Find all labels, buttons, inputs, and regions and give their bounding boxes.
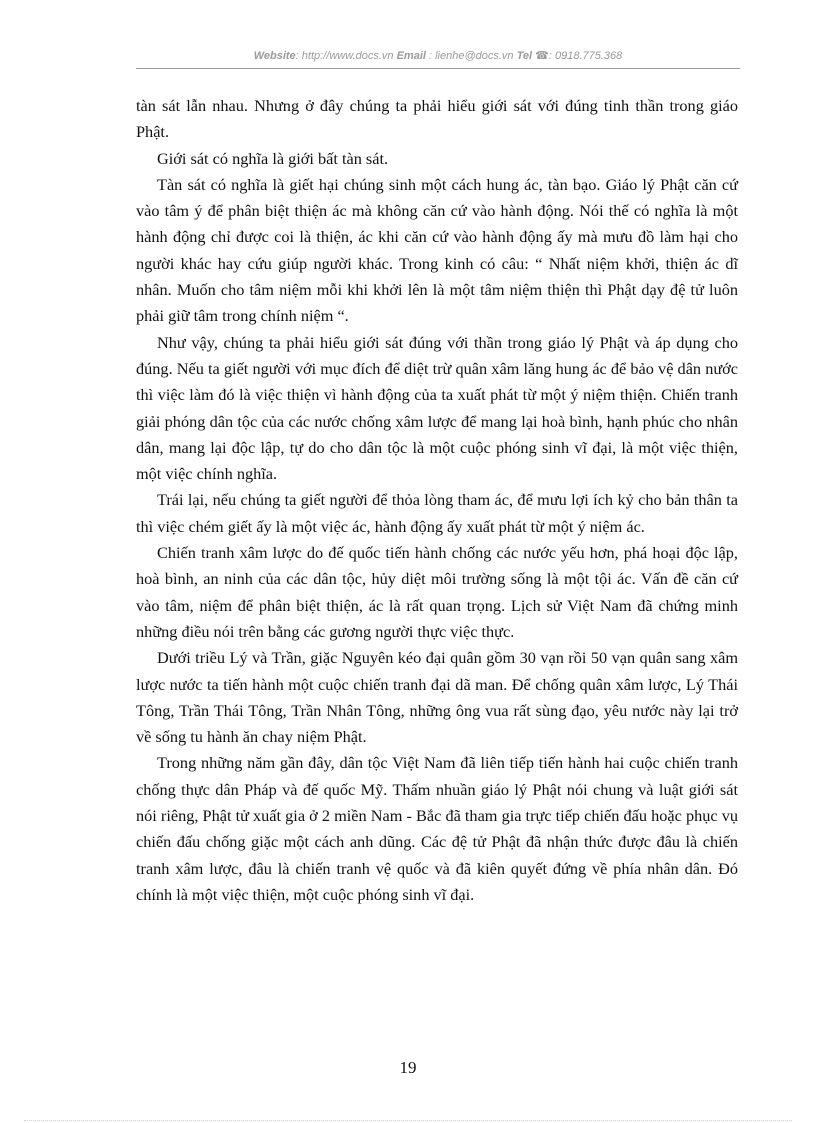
- page-number: 19: [399, 1058, 417, 1077]
- paragraph: Trái lại, nếu chúng ta giết người để thỏa lòng tham ác, để mưu lợi ích kỷ cho bản thân ta thì việc chém giết ấy là một việc ác, hành động ấy xuất phát từ một ý niệm ác.: [136, 490, 738, 536]
- paragraph: Giới sát có nghĩa là giới bất tàn sát.: [157, 148, 389, 168]
- email-label: Email: [396, 50, 426, 62]
- paragraph: Trong những năm gần đây, dân tộc Việt Nam đã liên tiếp tiến hành hai cuộc chiến tranh chống thực dân Pháp và đế quốc Mỹ. Thấm nhuần giáo lý Phật nói chung và luật giới sát nói riêng, Phật tử xuất gia ở 2 miền Nam - Bắc đã tham gia trực tiếp chiến đấu hoặc phục vụ chiến đấu chống giặc một cách anh dũng. Các đệ tử Phật đã nhận thức được đâu là chiến tranh xâm lược, đâu là chiến tranh vệ quốc và đã kiên quyết đứng về phía nhân dân. Đó chính là một việc thiện, một cuộc phóng sinh vĩ đại.: [136, 753, 738, 904]
- paragraph: Như vậy, chúng ta phải hiểu giới sát đúng với thần trong giáo lý Phật và áp dụng cho đúng. Nếu ta giết người với mục đích để diệt trừ quân xâm lăng hung ác để bảo vệ dân nước thì việc làm đó là việc thiện vì hành động của ta xuất phát từ một ý niệm thiện. Chiến tranh giải phóng dân tộc của các nước chống xâm lược để mang lại hoà bình, hạnh phúc cho nhân dân, mang lại độc lập, tự do cho dân tộc là một cuộc phóng sinh vĩ đại, là một việc thiện, một việc chính nghĩa.: [136, 332, 738, 484]
- tel-label: Tel: [516, 50, 533, 62]
- website-label: Website: [253, 50, 296, 62]
- tel-value: : 0918.775.368: [548, 50, 623, 62]
- email-value: : lienhe@docs.vn: [429, 50, 514, 62]
- page-header: [136, 46, 740, 69]
- paragraph: tàn sát lẫn nhau. Nhưng ở đây chúng ta phải hiểu giới sát với đúng tinh thần trong giáo Phật.: [136, 96, 738, 142]
- paragraph: Tàn sát có nghĩa là giết hại chúng sinh một cách hung ác, tàn bạo. Giáo lý Phật căn cứ vào tâm ý để phân biệt thiện ác mà không căn cứ vào hành động. Nói thế có nghĩa là một hành động chỉ được coi là thiện, ác khi căn cứ vào hành động ấy mà mưu đồ làm hại cho người khác hay cứu giúp người khác. Trong kinh có câu: “ Nhất niệm khởi, thiện ác dĩ nhân. Muốn cho tâm niệm mỗi khi khởi lên là một tâm niệm thiện thì Phật dạy đệ tử luôn phải giữ tâm trong chính niệm “.: [136, 174, 738, 326]
- paragraph: Chiến tranh xâm lược do đế quốc tiến hành chống các nước yếu hơn, phá hoại độc lập, hoà bình, an ninh của các dân tộc, hủy diệt môi trường sống là một tội ác. Vấn đề căn cứ vào tâm, niệm để phân biệt thiện, ác là rất quan trọng. Lịch sử Việt Nam đã chứng minh những điều nói trên bằng các gương người thực việc thực.: [136, 543, 738, 641]
- website-value: : http://www.docs.vn: [295, 50, 394, 62]
- paragraph: Dưới triều Lý và Trần, giặc Nguyên kéo đại quân gồm 30 vạn rồi 50 vạn quân sang xâm lược nước ta tiến hành một cuộc chiến tranh đại dã man. Để chống quân xâm lược, Lý Thái Tông, Trần Thái Tông, Trần Nhân Tông, những ông vua rất sùng đạo, yêu nước này lại trở về sống tu hành ăn chay niệm Phật.: [136, 648, 738, 747]
- phone-icon: ☎: [535, 50, 549, 62]
- footer-divider: [24, 1120, 792, 1121]
- document-body: [136, 93, 738, 908]
